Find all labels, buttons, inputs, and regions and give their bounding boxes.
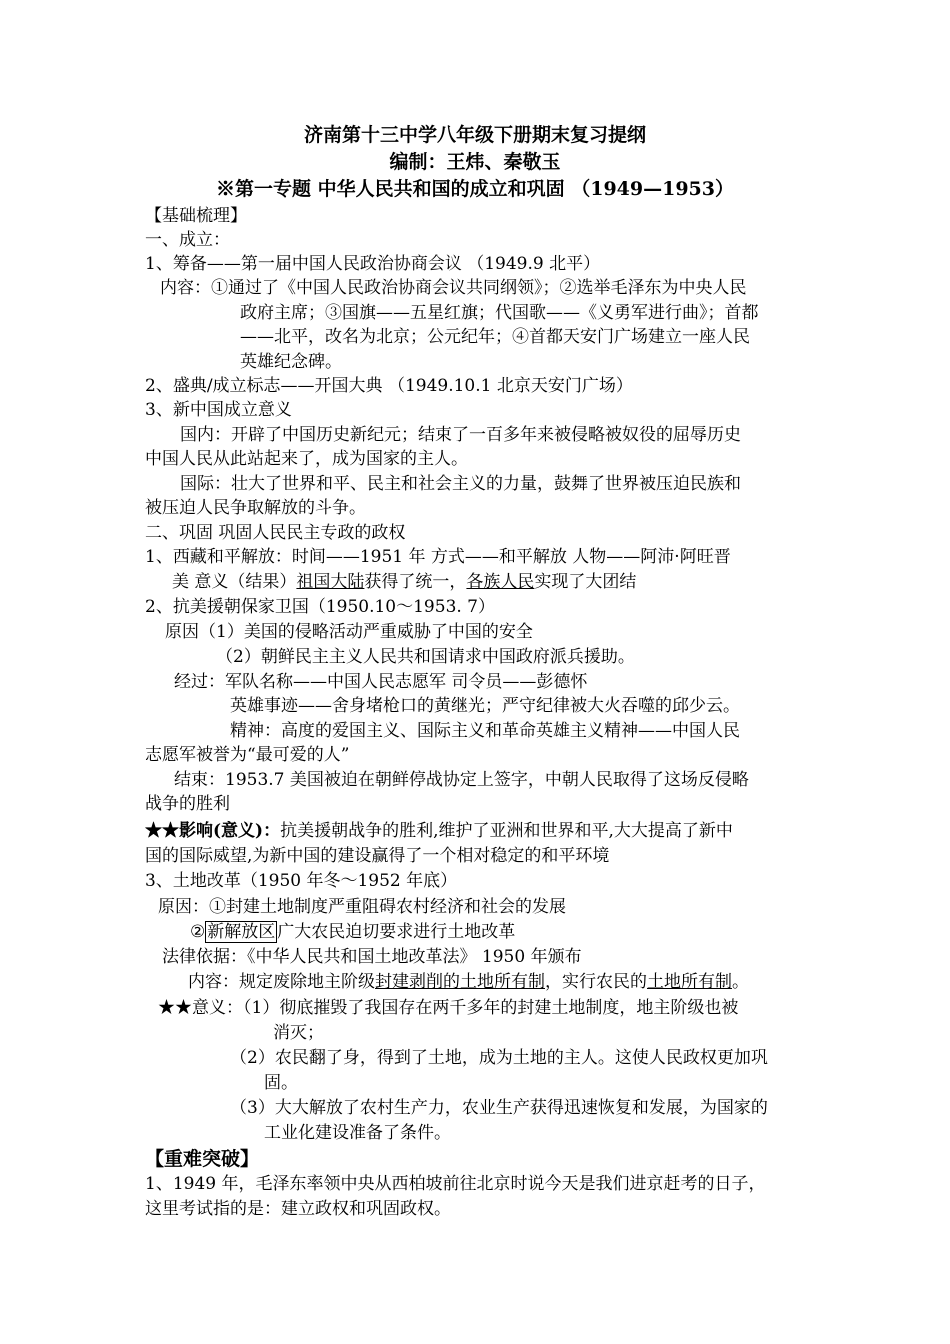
ceremony-line: 2、盛典/成立标志——开国大典 （1949.10.1 北京天安门广场） <box>145 376 633 396</box>
significance-line: （2）农民翻了身，得到了土地，成为土地的主人。这使人民政权更加巩 <box>230 1048 768 1068</box>
document-title: 济南第十三中学八年级下册期末复习提纲 <box>303 124 646 146</box>
underlined-term: 封建剥削的土地所有制 <box>375 972 545 992</box>
difficulty-heading: 【重难突破】 <box>145 1148 260 1170</box>
impact-line: 国的国际威望,为新中国的建设赢得了一个相对稳定的和平环境 <box>145 846 610 866</box>
cause-line: （2）朝鲜民主主义人民共和国请求中国政府派兵援助。 <box>216 647 635 667</box>
end-line: 战争的胜利 <box>145 794 230 814</box>
end-line: 结束：1953.7 美国被迫在朝鲜停战协定上签字，中朝人民取得了这场反侵略 <box>174 770 749 790</box>
topic-heading: ※第一专题 中华人民共和国的成立和巩固 （1949—1953） <box>216 178 734 200</box>
spirit-line: 精神：高度的爱国主义、国际主义和革命英雄主义精神——中国人民 <box>230 721 740 741</box>
question-line: 1、1949 年，毛泽东率领中央从西柏坡前往北京时说今天是我们进京赶考的日子， <box>145 1174 766 1194</box>
international-line: 被压迫人民争取解放的斗争。 <box>145 498 366 518</box>
underlined-term: 土地所有制 <box>647 972 732 992</box>
impact-label: ★★影响(意义)： <box>145 821 281 841</box>
boxed-term: 新解放区 <box>207 922 276 942</box>
content-line: 英雄纪念碑。 <box>240 352 342 372</box>
significance-line: 工业化建设准备了条件。 <box>264 1123 451 1143</box>
spirit-line: 志愿军被誉为“最可爱的人” <box>145 745 350 765</box>
korea-heading: 2、抗美援朝保家卫国（1950.10～1953. 7） <box>145 597 496 617</box>
land-cause-line <box>190 920 515 944</box>
section-heading-consolidation: 二、巩固 巩固人民民主专政的政权 <box>145 523 406 543</box>
land-reform-heading: 3、土地改革（1950 年冬～1952 年底） <box>145 871 458 891</box>
domestic-line: 中国人民从此站起来了，成为国家的主人。 <box>145 449 468 469</box>
underlined-term: 各族人民 <box>466 572 535 592</box>
significance-line: 消灭； <box>273 1023 324 1043</box>
editor-line: 编制：王炜、秦敬玉 <box>389 151 561 173</box>
question-line: 这里考试指的是：建立政权和巩固政权。 <box>145 1199 451 1219</box>
content-line: 内容：①通过了《中国人民政治协商会议共同纲领》；②选举毛泽东为中央人民 <box>160 278 747 298</box>
significance-line: （3）大大解放了农村生产力，农业生产获得迅速恢复和发展，为国家的 <box>230 1098 768 1118</box>
land-content-text: ，实行农民的 <box>545 972 647 992</box>
land-content-line <box>188 970 749 994</box>
impact-text: 抗美援朝战争的胜利,维护了亚洲和世界和平,大大提高了新中 <box>280 821 733 841</box>
meaning-heading: 3、新中国成立意义 <box>145 400 292 420</box>
underlined-term: 祖国大陆 <box>296 572 365 592</box>
law-line: 法律依据：《中华人民共和国土地改革法》 1950 年颁布 <box>162 947 582 967</box>
land-content-text: 内容：规定废除地主阶级 <box>188 972 375 992</box>
course-line: 经过：军队名称——中国人民志愿军 司令员——彭德怀 <box>174 672 588 692</box>
significance-line: 固。 <box>264 1073 298 1093</box>
international-line: 国际：壮大了世界和平、民主和社会主义的力量，鼓舞了世界被压迫民族和 <box>180 474 741 494</box>
tibet-line: 1、西藏和平解放：时间——1951 年 方式——和平解放 人物——阿沛·阿旺晋 <box>145 547 731 567</box>
land-content-text: 。 <box>732 972 749 992</box>
tibet-text: 获得了统一， <box>364 572 467 592</box>
content-line: ——北平，改名为北京；公元纪年；④首都天安门广场建立一座人民 <box>240 327 750 347</box>
tibet-line <box>172 570 636 594</box>
tibet-text: 美 意义（结果） <box>172 572 297 592</box>
land-cause-line: 原因：①封建土地制度严重阻碍农村经济和社会的发展 <box>158 897 566 917</box>
significance-line: ★★意义：（1）彻底摧毁了我国存在两千多年的封建土地制度，地主阶级也被 <box>158 998 739 1018</box>
course-line: 英雄事迹——舍身堵枪口的黄继光；严守纪律被大火吞噬的邱少云。 <box>230 696 740 716</box>
land-cause-text: ② <box>190 922 206 942</box>
cause-line: 原因（1）美国的侵略活动严重威胁了中国的安全 <box>165 622 533 642</box>
tibet-text: 实现了大团结 <box>534 572 637 592</box>
content-line: 政府主席；③国旗——五星红旗；代国歌——《义勇军进行曲》；首都 <box>240 303 759 323</box>
basics-heading: 【基础梳理】 <box>145 206 247 226</box>
section-heading-founding: 一、成立： <box>145 230 230 250</box>
domestic-line: 国内：开辟了中国历史新纪元；结束了一百多年来被侵略被奴役的屈辱历史 <box>180 425 741 445</box>
land-cause-text: 广大农民迫切要求进行土地改革 <box>277 922 516 942</box>
impact-line <box>145 819 733 843</box>
preparation-line: 1、筹备——第一届中国人民政治协商会议 （1949.9 北平） <box>145 254 601 274</box>
